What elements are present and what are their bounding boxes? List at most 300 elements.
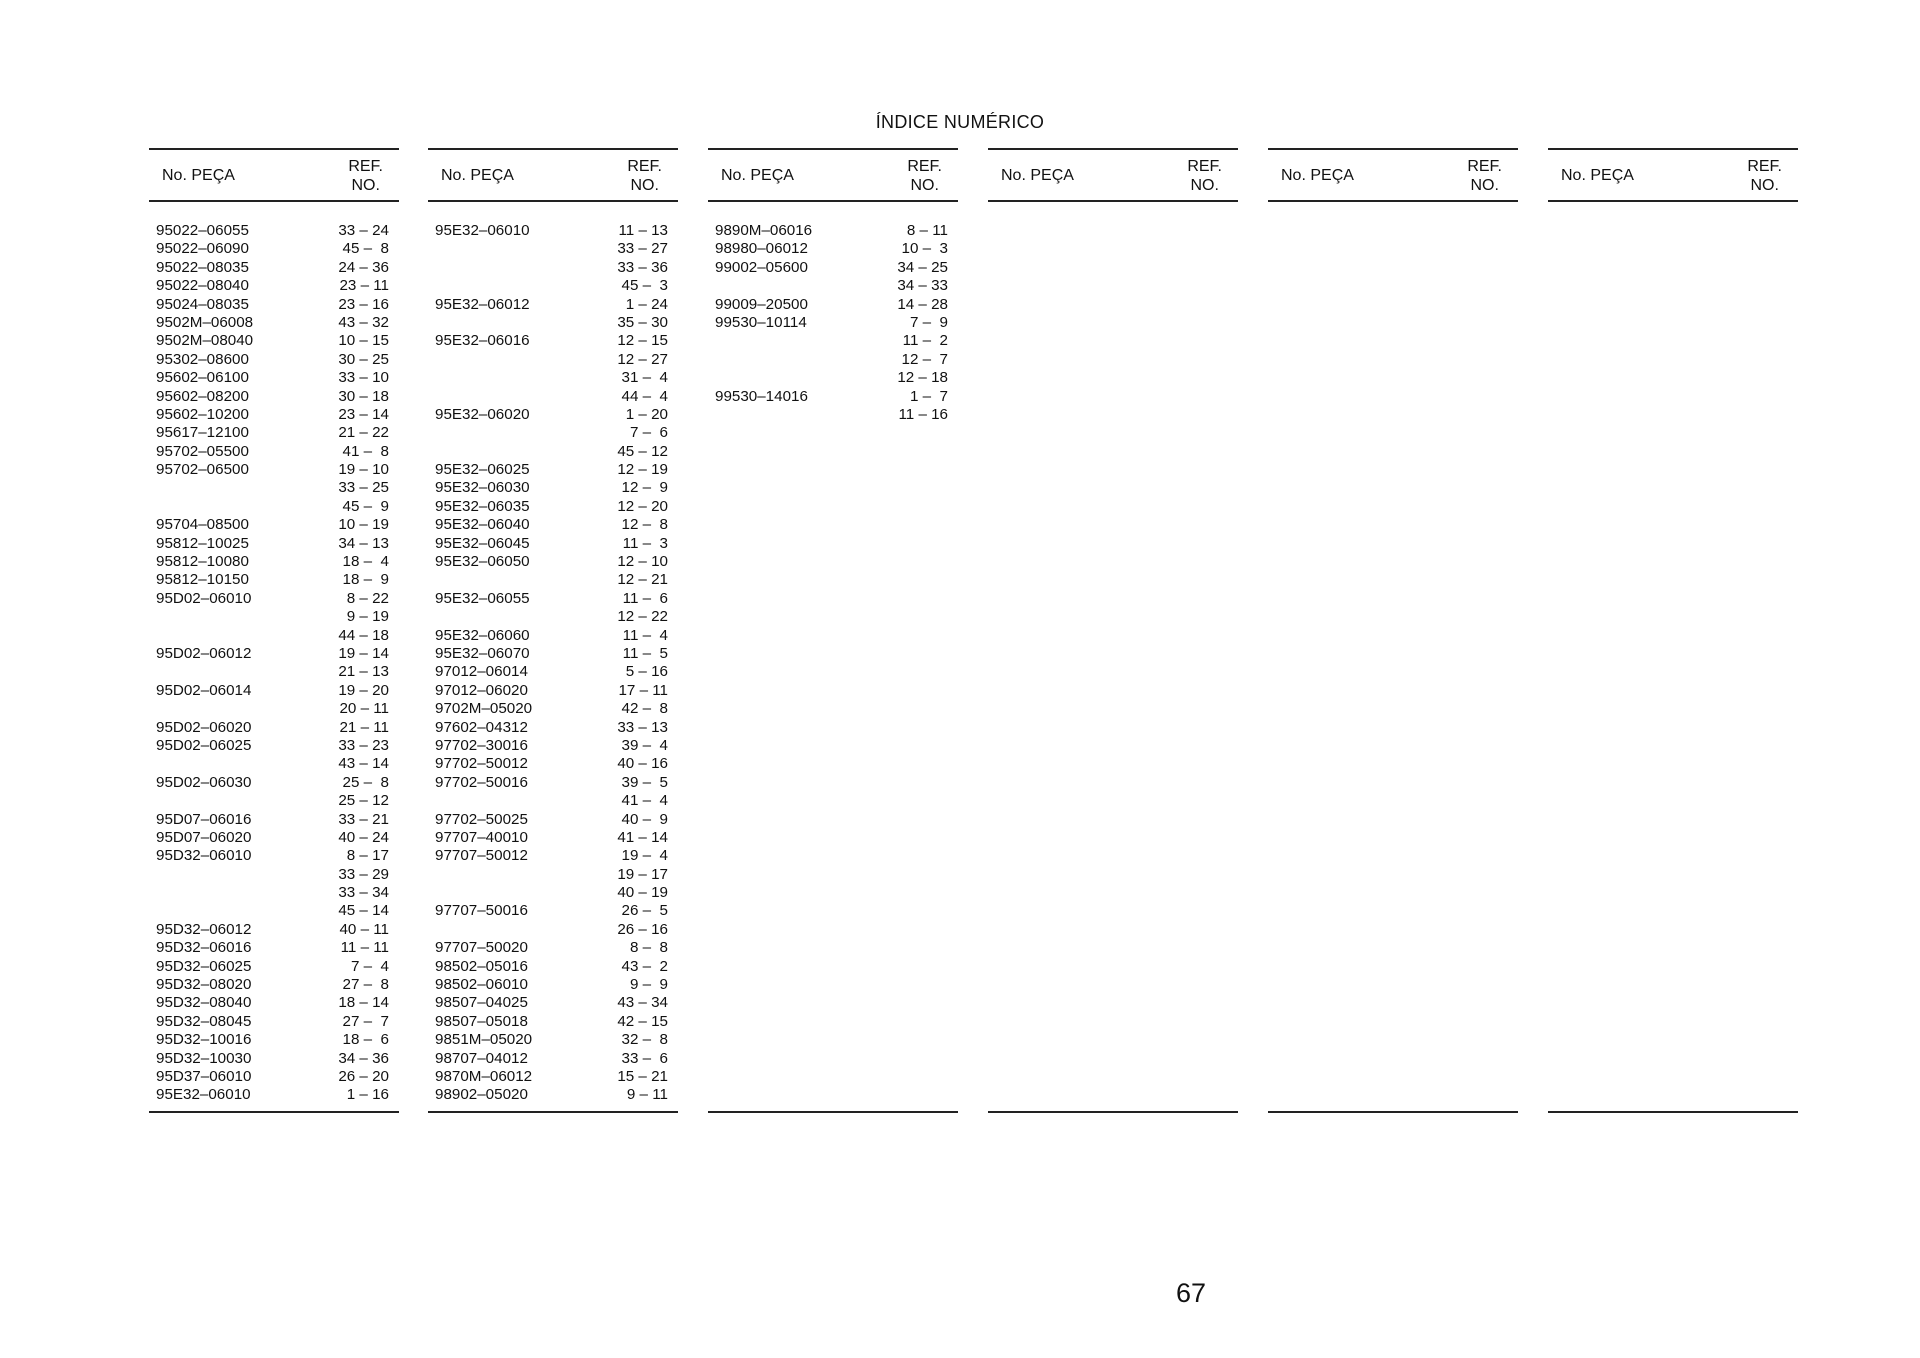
- ref-number: 11 – 11: [340, 939, 389, 957]
- ref-number: 39 – 5: [621, 773, 668, 791]
- ref-number: 19 – 14: [338, 644, 389, 662]
- index-row: [428, 645, 678, 663]
- ref-number: 19 – 17: [617, 865, 668, 883]
- ref-number: 32 – 8: [621, 1031, 668, 1049]
- header-ref-number: [1467, 157, 1502, 195]
- ref-number: 34 – 13: [338, 534, 389, 552]
- index-row: [428, 1068, 678, 1086]
- column-rows: [1548, 202, 1798, 1113]
- ref-number: 12 – 9: [621, 479, 668, 497]
- part-number: 98980–06012: [715, 240, 808, 258]
- part-number: 95D32–06025: [156, 957, 252, 975]
- ref-number: 11 – 4: [622, 626, 668, 644]
- ref-number: 1 – 20: [625, 405, 668, 423]
- ref-number: 12 – 19: [617, 461, 668, 479]
- index-row: [149, 1031, 399, 1049]
- part-number: 95302–08600: [156, 350, 249, 368]
- part-number: 95E32–06040: [435, 516, 530, 534]
- index-row: [149, 277, 399, 295]
- ref-number: 33 – 21: [338, 810, 389, 828]
- ref-number: 12 – 7: [901, 350, 948, 368]
- part-number: 95E32–06012: [435, 295, 530, 313]
- index-row: [428, 240, 678, 258]
- ref-number: 40 – 24: [338, 828, 389, 846]
- part-number: 95E32–06045: [435, 534, 530, 552]
- ref-number: 11 – 16: [898, 405, 948, 423]
- index-row: [428, 811, 678, 829]
- ref-number: 34 – 33: [897, 277, 948, 295]
- index-row: [428, 719, 678, 737]
- ref-number: 1 – 24: [625, 295, 668, 313]
- part-number: 95812–10150: [156, 571, 249, 589]
- index-row: [149, 921, 399, 939]
- ref-number: 33 – 29: [338, 865, 389, 883]
- ref-number: 12 – 21: [617, 571, 668, 589]
- index-row: [428, 259, 678, 277]
- ref-number: 14 – 28: [897, 295, 948, 313]
- ref-number: 19 – 4: [621, 847, 668, 865]
- index-row: [149, 755, 399, 773]
- part-number: 95022–06090: [156, 240, 249, 258]
- index-column-6: [1548, 148, 1798, 1113]
- header-part-number: No. PEÇA: [1001, 167, 1074, 184]
- ref-number: 12 – 8: [621, 516, 668, 534]
- header-ref-line2: NO.: [1470, 177, 1499, 194]
- part-number: 99530–14016: [715, 387, 808, 405]
- index-row: [428, 774, 678, 792]
- index-row: [149, 866, 399, 884]
- index-row: [708, 351, 958, 369]
- ref-number: 12 – 20: [617, 497, 668, 515]
- column-header: [1548, 148, 1798, 202]
- part-number: 95702–05500: [156, 442, 249, 460]
- part-number: 9890M–06016: [715, 222, 813, 239]
- index-row: [149, 792, 399, 810]
- part-number: 97012–06020: [435, 681, 528, 699]
- index-row: [428, 847, 678, 865]
- ref-number: 41 – 8: [342, 442, 389, 460]
- index-row: [149, 516, 399, 534]
- part-number: 95E32–06025: [435, 461, 530, 479]
- index-row: [428, 921, 678, 939]
- part-number: 98502–06010: [435, 976, 528, 994]
- index-row: [149, 994, 399, 1012]
- part-number: 95602–08200: [156, 387, 249, 405]
- index-row: [149, 332, 399, 350]
- part-number: 97702–50025: [435, 810, 528, 828]
- part-number: 99002–05600: [715, 258, 808, 276]
- ref-number: 45 – 14: [338, 902, 389, 920]
- part-number: 95D32–06010: [156, 847, 252, 865]
- part-number: 95E32–06030: [435, 479, 530, 497]
- ref-number: 26 – 5: [621, 902, 668, 920]
- index-row: [149, 222, 399, 240]
- part-number: 95022–08035: [156, 258, 249, 276]
- index-row: [149, 902, 399, 920]
- index-row: [149, 388, 399, 406]
- index-row: [428, 939, 678, 957]
- header-part-number: No. PEÇA: [162, 167, 235, 184]
- index-row: [428, 351, 678, 369]
- index-row: [149, 829, 399, 847]
- ref-number: 33 – 23: [338, 736, 389, 754]
- ref-number: 27 – 7: [342, 1012, 389, 1030]
- index-row: [428, 737, 678, 755]
- index-row: [149, 351, 399, 369]
- part-number: 95D02–06012: [156, 644, 252, 662]
- index-row: [149, 1050, 399, 1068]
- header-part-number: No. PEÇA: [721, 167, 794, 184]
- part-number: 95E32–06050: [435, 553, 530, 571]
- ref-number: 44 – 4: [621, 387, 668, 405]
- ref-number: 21 – 11: [339, 718, 389, 736]
- ref-number: 1 – 16: [346, 1086, 389, 1104]
- part-number: 95602–06100: [156, 369, 249, 387]
- page-number: 67: [1176, 1278, 1207, 1308]
- index-row: [428, 222, 678, 240]
- part-number: 97602–04312: [435, 718, 528, 736]
- index-row: [149, 443, 399, 461]
- ref-number: 25 – 8: [342, 773, 389, 791]
- ref-number: 33 – 6: [621, 1049, 668, 1067]
- part-number: 95E32–06060: [435, 626, 530, 644]
- index-row: [149, 406, 399, 424]
- index-row: [149, 1068, 399, 1086]
- index-row: [149, 535, 399, 553]
- index-row: [428, 535, 678, 553]
- index-row: [708, 332, 958, 350]
- ref-number: 9 – 19: [346, 608, 389, 626]
- ref-number: 19 – 10: [338, 461, 389, 479]
- ref-number: 27 – 8: [342, 976, 389, 994]
- header-ref-line1: REF.: [1747, 158, 1782, 175]
- ref-number: 40 – 9: [621, 810, 668, 828]
- ref-number: 33 – 36: [617, 258, 668, 276]
- part-number: 97702–50012: [435, 755, 528, 773]
- index-row: [428, 571, 678, 589]
- ref-number: 11 – 13: [618, 222, 668, 239]
- index-row: [428, 277, 678, 295]
- header-ref-number: [627, 157, 662, 195]
- ref-number: 41 – 14: [617, 828, 668, 846]
- index-row: [149, 976, 399, 994]
- ref-number: 1 – 7: [910, 387, 948, 405]
- part-number: 98502–05016: [435, 957, 528, 975]
- part-number: 95D37–06010: [156, 1067, 252, 1085]
- column-header: [428, 148, 678, 202]
- part-number: 95E32–06010: [156, 1086, 251, 1104]
- ref-number: 11 – 5: [622, 644, 668, 662]
- ref-number: 17 – 11: [618, 681, 668, 699]
- index-row: [149, 498, 399, 516]
- index-row: [428, 590, 678, 608]
- ref-number: 11 – 3: [622, 534, 668, 552]
- part-number: 95704–08500: [156, 516, 249, 534]
- ref-number: 45 – 8: [342, 240, 389, 258]
- index-row: [708, 388, 958, 406]
- part-number: 95D02–06010: [156, 589, 252, 607]
- ref-number: 40 – 19: [617, 884, 668, 902]
- ref-number: 9 – 9: [630, 976, 668, 994]
- part-number: 95E32–06020: [435, 405, 530, 423]
- index-row: [428, 792, 678, 810]
- ref-number: 8 – 11: [906, 222, 948, 239]
- index-row: [428, 663, 678, 681]
- index-row: [708, 277, 958, 295]
- ref-number: 7 – 4: [351, 957, 389, 975]
- ref-number: 42 – 8: [621, 700, 668, 718]
- part-number: 97702–30016: [435, 736, 528, 754]
- header-part-number: No. PEÇA: [1561, 167, 1634, 184]
- ref-number: 18 – 9: [342, 571, 389, 589]
- part-number: 99009–20500: [715, 295, 808, 313]
- ref-number: 25 – 12: [338, 792, 389, 810]
- part-number: 95022–06055: [156, 222, 249, 239]
- header-ref-line2: NO.: [910, 177, 939, 194]
- ref-number: 12 – 10: [617, 553, 668, 571]
- index-row: [428, 1086, 678, 1104]
- index-column-4: [988, 148, 1238, 1113]
- ref-number: 33 – 27: [617, 240, 668, 258]
- part-number: 95024–08035: [156, 295, 249, 313]
- index-row: [149, 369, 399, 387]
- ref-number: 43 – 32: [338, 313, 389, 331]
- part-number: 9851M–05020: [435, 1031, 533, 1049]
- ref-number: 9 – 11: [626, 1086, 668, 1104]
- ref-number: 26 – 20: [338, 1067, 389, 1085]
- ref-number: 43 – 14: [338, 755, 389, 773]
- ref-number: 43 – 34: [617, 994, 668, 1012]
- ref-number: 45 – 3: [621, 277, 668, 295]
- ref-number: 7 – 6: [630, 424, 668, 442]
- ref-number: 45 – 9: [342, 497, 389, 515]
- ref-number: 35 – 30: [617, 313, 668, 331]
- ref-number: 33 – 24: [338, 222, 389, 239]
- index-row: [428, 884, 678, 902]
- column-header: [149, 148, 399, 202]
- part-number: 95D02–06025: [156, 736, 252, 754]
- ref-number: 10 – 3: [901, 240, 948, 258]
- index-row: [428, 479, 678, 497]
- part-number: 95702–06500: [156, 461, 249, 479]
- header-ref-line2: NO.: [351, 177, 380, 194]
- ref-number: 18 – 14: [338, 994, 389, 1012]
- part-number: 95E32–06070: [435, 644, 530, 662]
- header-part-number: No. PEÇA: [1281, 167, 1354, 184]
- index-row: [149, 774, 399, 792]
- index-row: [428, 461, 678, 479]
- index-row: [428, 682, 678, 700]
- part-number: 95812–10080: [156, 553, 249, 571]
- index-row: [708, 222, 958, 240]
- ref-number: 30 – 18: [338, 387, 389, 405]
- index-row: [149, 682, 399, 700]
- index-row: [149, 939, 399, 957]
- ref-number: 11 – 2: [902, 332, 948, 350]
- column-rows: [428, 202, 678, 1113]
- index-row: [149, 737, 399, 755]
- part-number: 98707–04012: [435, 1049, 528, 1067]
- index-row: [149, 590, 399, 608]
- index-row: [428, 369, 678, 387]
- part-number: 95D02–06020: [156, 718, 252, 736]
- index-row: [708, 240, 958, 258]
- part-number: 95D32–08040: [156, 994, 252, 1012]
- index-row: [428, 443, 678, 461]
- header-ref-line1: REF.: [348, 158, 383, 175]
- index-row: [428, 296, 678, 314]
- column-rows: [708, 202, 958, 1113]
- ref-number: 15 – 21: [617, 1067, 668, 1085]
- index-row: [149, 645, 399, 663]
- part-number: 95D32–10016: [156, 1031, 252, 1049]
- index-row: [428, 1013, 678, 1031]
- ref-number: 26 – 16: [617, 920, 668, 938]
- index-row: [428, 553, 678, 571]
- part-number: 95D02–06014: [156, 681, 252, 699]
- ref-number: 12 – 15: [617, 332, 668, 350]
- part-number: 95E32–06016: [435, 332, 530, 350]
- index-row: [149, 259, 399, 277]
- part-number: 95812–10025: [156, 534, 249, 552]
- ref-number: 43 – 2: [621, 957, 668, 975]
- index-row: [149, 811, 399, 829]
- index-row: [708, 369, 958, 387]
- index-row: [149, 296, 399, 314]
- part-number: 9502M–08040: [156, 332, 254, 350]
- ref-number: 39 – 4: [621, 736, 668, 754]
- part-number: 95E32–06055: [435, 589, 530, 607]
- index-row: [149, 1086, 399, 1104]
- part-number: 95D07–06016: [156, 810, 252, 828]
- index-row: [428, 902, 678, 920]
- part-number: 95D32–08020: [156, 976, 252, 994]
- index-column-3: [708, 148, 958, 1113]
- ref-number: 24 – 36: [338, 258, 389, 276]
- part-number: 9702M–05020: [435, 700, 533, 718]
- index-row: [149, 608, 399, 626]
- header-part-number: No. PEÇA: [441, 167, 514, 184]
- header-ref-line2: NO.: [1190, 177, 1219, 194]
- column-header: [988, 148, 1238, 202]
- ref-number: 10 – 19: [338, 516, 389, 534]
- index-row: [149, 884, 399, 902]
- ref-number: 18 – 6: [342, 1031, 389, 1049]
- index-row: [708, 296, 958, 314]
- index-row: [149, 700, 399, 718]
- part-number: 95E32–06035: [435, 497, 530, 515]
- index-column-2: [428, 148, 678, 1113]
- index-row: [149, 424, 399, 442]
- ref-number: 8 – 8: [630, 939, 668, 957]
- index-row: [708, 259, 958, 277]
- part-number: 95E32–06010: [435, 222, 530, 239]
- part-number: 95602–10200: [156, 405, 249, 423]
- ref-number: 18 – 4: [342, 553, 389, 571]
- ref-number: 40 – 16: [617, 755, 668, 773]
- ref-number: 34 – 36: [338, 1049, 389, 1067]
- index-row: [428, 829, 678, 847]
- index-row: [428, 406, 678, 424]
- ref-number: 41 – 4: [621, 792, 668, 810]
- index-row: [149, 571, 399, 589]
- part-number: 95D32–08045: [156, 1012, 252, 1030]
- ref-number: 44 – 18: [338, 626, 389, 644]
- header-ref-line1: REF.: [1187, 158, 1222, 175]
- part-number: 97707–40010: [435, 828, 528, 846]
- part-number: 99530–10114: [715, 313, 807, 331]
- part-number: 9502M–06008: [156, 313, 254, 331]
- index-row: [428, 388, 678, 406]
- ref-number: 23 – 11: [339, 277, 389, 295]
- index-row: [428, 866, 678, 884]
- index-row: [428, 1050, 678, 1068]
- header-ref-line1: REF.: [1467, 158, 1502, 175]
- ref-number: 10 – 15: [338, 332, 389, 350]
- index-row: [149, 958, 399, 976]
- ref-number: 19 – 20: [338, 681, 389, 699]
- index-row: [428, 1031, 678, 1049]
- part-number: 97707–50012: [435, 847, 528, 865]
- ref-number: 21 – 22: [338, 424, 389, 442]
- column-rows: [988, 202, 1238, 1113]
- header-ref-line2: NO.: [630, 177, 659, 194]
- header-ref-number: [1747, 157, 1782, 195]
- part-number: 97707–50020: [435, 939, 528, 957]
- part-number: 97012–06014: [435, 663, 528, 681]
- ref-number: 12 – 22: [617, 608, 668, 626]
- index-row: [149, 461, 399, 479]
- index-row: [149, 627, 399, 645]
- part-number: 97707–50016: [435, 902, 528, 920]
- index-row: [149, 240, 399, 258]
- index-row: [428, 332, 678, 350]
- ref-number: 33 – 25: [338, 479, 389, 497]
- ref-number: 5 – 16: [625, 663, 668, 681]
- column-rows: [1268, 202, 1518, 1113]
- column-header: [1268, 148, 1518, 202]
- ref-number: 33 – 13: [617, 718, 668, 736]
- part-number: 98902–05020: [435, 1086, 528, 1104]
- header-ref-number: [348, 157, 383, 195]
- ref-number: 34 – 25: [897, 258, 948, 276]
- ref-number: 45 – 12: [617, 442, 668, 460]
- ref-number: 31 – 4: [621, 369, 668, 387]
- ref-number: 30 – 25: [338, 350, 389, 368]
- part-number: 95D32–06016: [156, 939, 252, 957]
- part-number: 95D32–06012: [156, 920, 252, 938]
- ref-number: 12 – 18: [897, 369, 948, 387]
- ref-number: 20 – 11: [339, 700, 389, 718]
- index-row: [149, 663, 399, 681]
- page-title: ÍNDICE NUMÉRICO: [875, 112, 1045, 132]
- column-rows: [149, 202, 399, 1113]
- ref-number: 21 – 13: [338, 663, 389, 681]
- index-row: [428, 608, 678, 626]
- index-row: [428, 958, 678, 976]
- index-row: [708, 314, 958, 332]
- ref-number: 7 – 9: [910, 313, 948, 331]
- ref-number: 11 – 6: [622, 589, 668, 607]
- index-row: [149, 479, 399, 497]
- index-row: [428, 994, 678, 1012]
- part-number: 98507–04025: [435, 994, 528, 1012]
- ref-number: 33 – 10: [338, 369, 389, 387]
- index-row: [428, 516, 678, 534]
- index-column-1: [149, 148, 399, 1113]
- part-number: 97702–50016: [435, 773, 528, 791]
- index-row: [428, 498, 678, 516]
